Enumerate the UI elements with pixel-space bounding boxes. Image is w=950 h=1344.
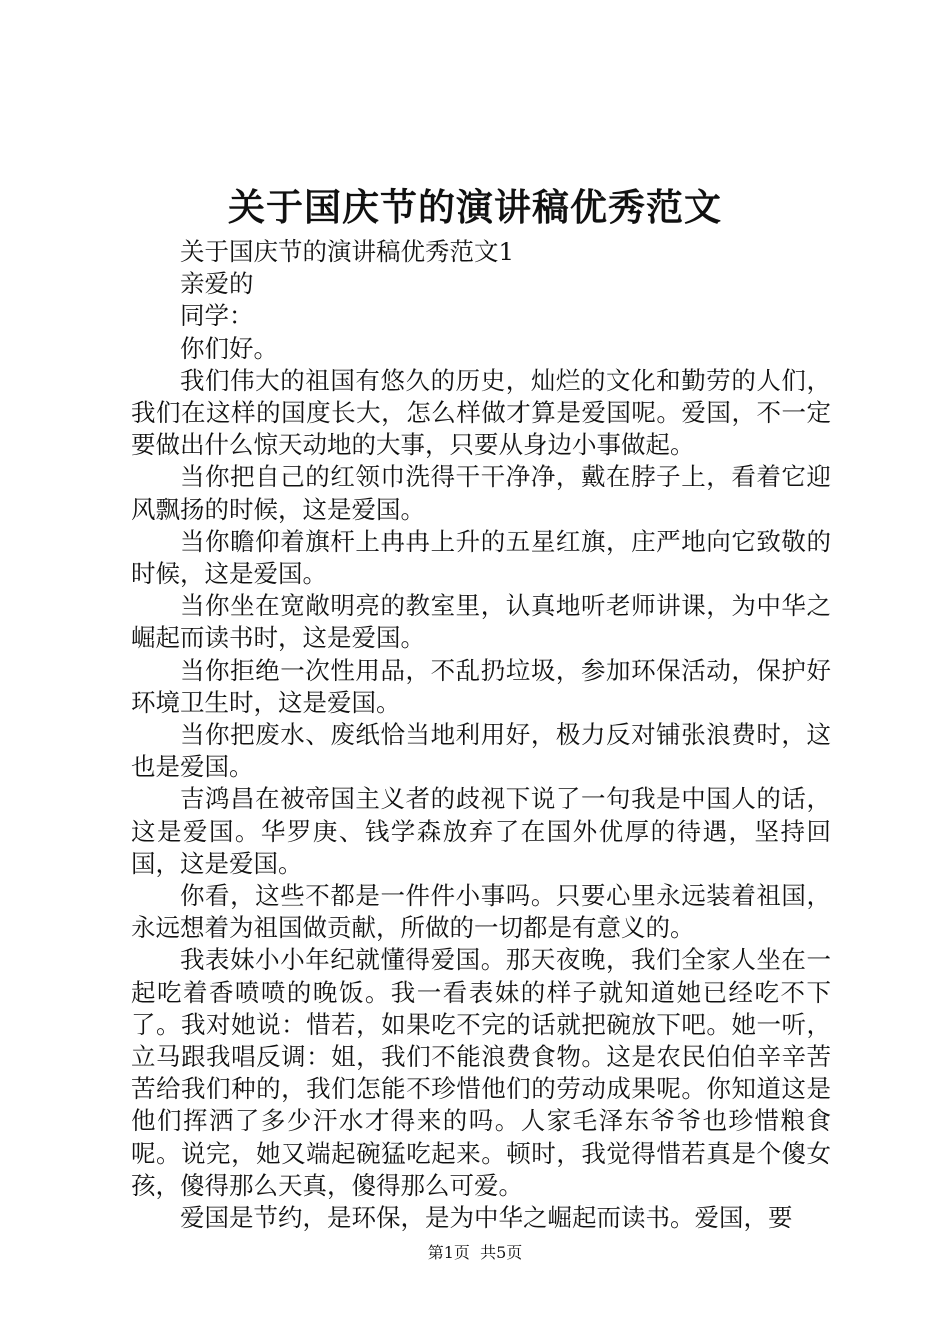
paragraph: 你看，这些不都是一件件小事吗。只要心里永远装着祖国，永远想着为祖国做贡献，所做的一切都是有意义的。 xyxy=(131,881,831,943)
paragraph: 当你拒绝一次性用品，不乱扔垃圾，参加环保活动，保护好环境卫生时，这是爱国。 xyxy=(131,655,831,717)
page-footer: 第1页 共5页 xyxy=(427,1243,523,1262)
paragraph: 当你瞻仰着旗杆上冉冉上升的五星红旗，庄严地向它致敬的时候，这是爱国。 xyxy=(131,526,831,589)
paragraph-heading: 关于国庆节的演讲稿优秀范文1 xyxy=(180,237,515,266)
paragraph-salutation: 亲爱的 xyxy=(180,269,254,299)
paragraph-greeting: 你们好。 xyxy=(180,333,278,363)
document-body xyxy=(131,236,831,1234)
paragraph: 爱国是节约，是环保，是为中华之崛起而读书。爱国，要 xyxy=(180,1203,793,1233)
paragraph: 当你把废水、废纸恰当地利用好，极力反对铺张浪费时，这也是爱国。 xyxy=(131,720,831,782)
paragraph: 吉鸿昌在被帝国主义者的歧视下说了一句我是中国人的话，这是爱国。华罗庚、钱学森放弃了在国外优厚的待遇，坚持回国，这是爱国。 xyxy=(131,784,831,878)
paragraph: 我表妹小小年纪就懂得爱国。那天夜晚，我们全家人坐在一起吃着香喷喷的晚饭。我一看表妹的样子就知道她已经吃不下了。我对她说：惜若，如果吃不完的话就把碗放下吧。她一听，立马跟我唱反调：姐，我们不能浪费食物。这是农民伯伯辛辛苦苦给我们种的，我们怎能不珍惜他们的劳动成果呢。你知道这是他们挥洒了多少汗水才得来的吗。人家毛泽东爷爷也珍惜粮食呢。说完，她又端起碗猛吃起来。顿时，我觉得惜若真是个傻女孩，傻得那么天真，傻得那么可爱。 xyxy=(131,945,831,1200)
paragraph: 当你坐在宽敞明亮的教室里，认真地听老师讲课，为中华之崛起而读书时，这是爱国。 xyxy=(131,591,831,653)
paragraph-audience: 同学： xyxy=(180,301,254,331)
paragraph: 当你把自己的红领巾洗得干干净净，戴在脖子上，看着它迎风飘扬的时候，这是爱国。 xyxy=(131,462,831,524)
paragraph: 我们伟大的祖国有悠久的历史，灿烂的文化和勤劳的人们，我们在这样的国度长大，怎么样做才算是爱国呢。爱国，不一定要做出什么惊天动地的大事，只要从身边小事做起。 xyxy=(131,365,831,460)
document-title: 关于国庆节的演讲稿优秀范文 xyxy=(228,185,722,229)
